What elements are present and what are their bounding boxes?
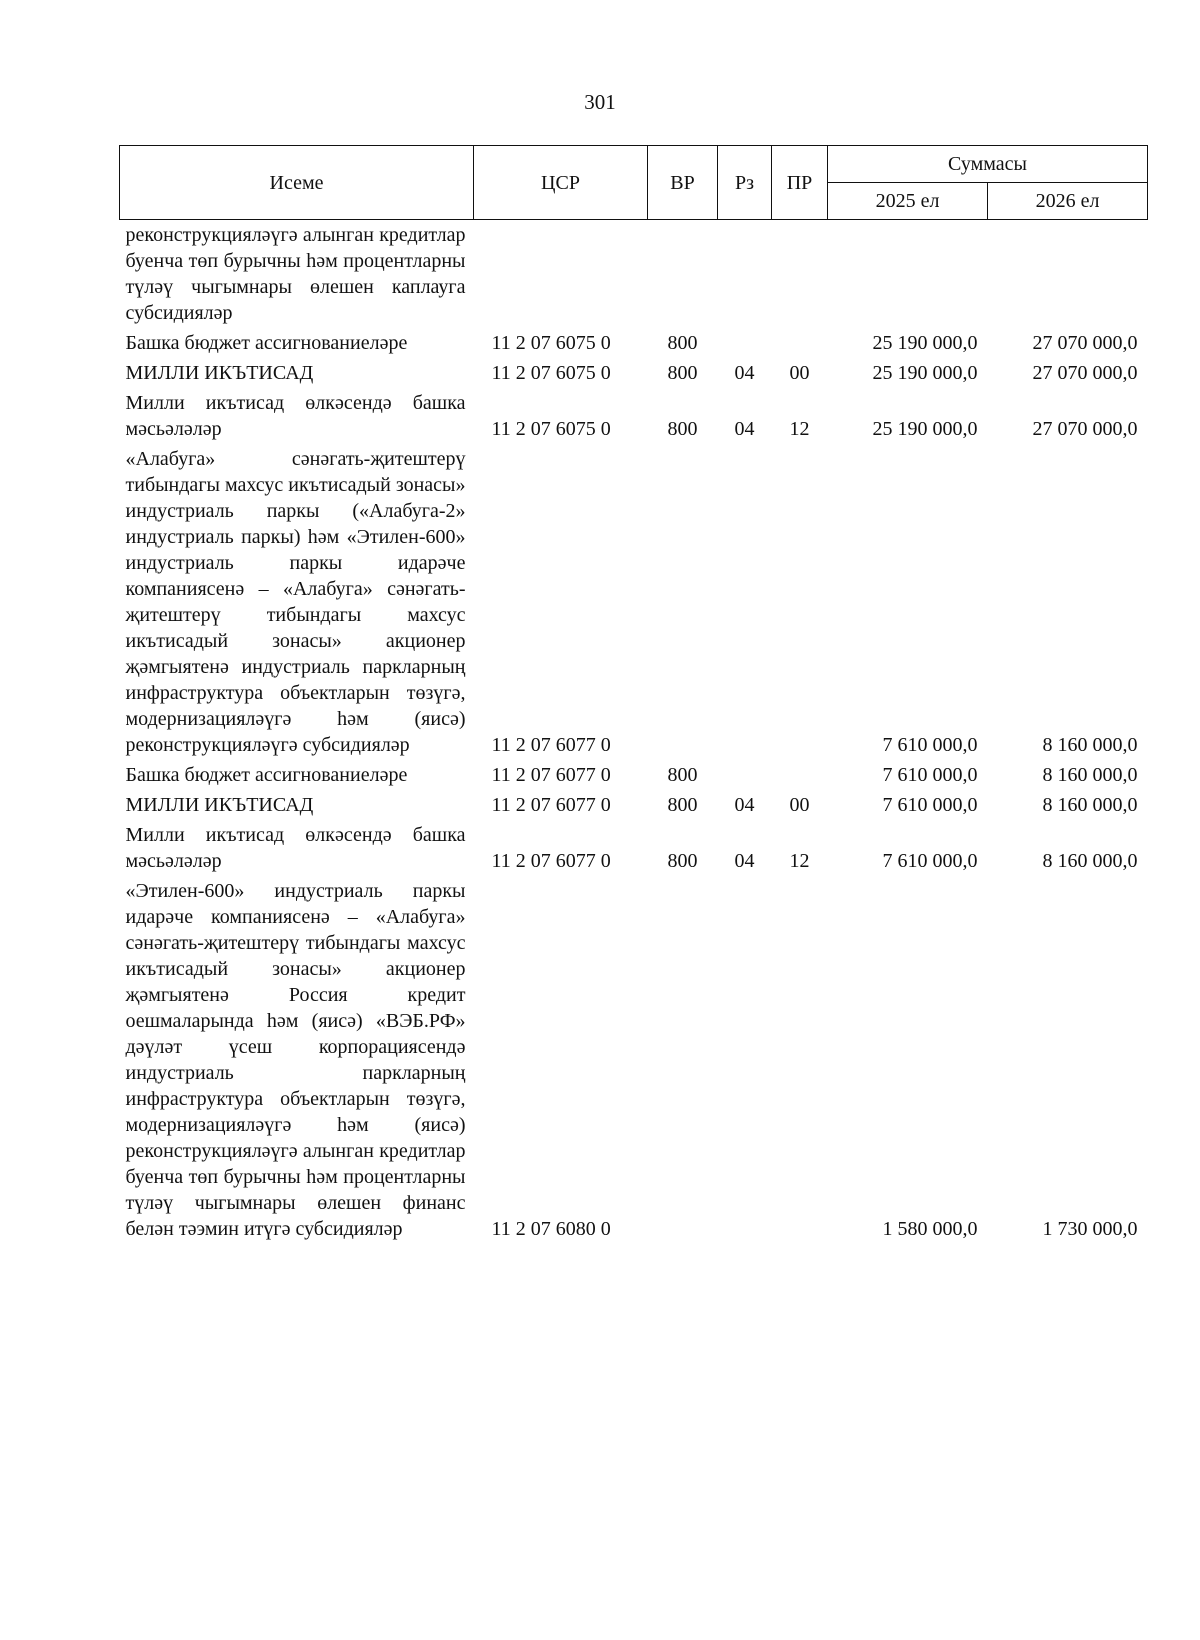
- table-row: [120, 792, 1148, 822]
- table-row: [120, 762, 1148, 792]
- page-number: 301: [584, 90, 616, 114]
- row-amount-2025: 7 610 000,0: [882, 764, 978, 786]
- row-amount-2026: 27 070 000,0: [1032, 418, 1138, 440]
- row-amount-2025: 7 610 000,0: [882, 734, 978, 756]
- row-vr: 800: [667, 362, 698, 384]
- row-amount-2026: 8 160 000,0: [1042, 764, 1138, 786]
- table-row: [120, 878, 1148, 1246]
- row-rz: [718, 330, 772, 360]
- header-year-2025: 2025 ел: [828, 183, 988, 220]
- table-row: [120, 220, 1148, 331]
- budget-table: [119, 145, 1148, 1246]
- row-pr: 00: [789, 362, 810, 384]
- header-csr: ЦСР: [474, 146, 648, 220]
- row-amount-2026: 1 730 000,0: [1042, 1218, 1138, 1240]
- row-name: МИЛЛИ ИКЪТИСАД: [125, 794, 314, 816]
- row-rz: 04: [734, 794, 755, 816]
- row-vr: [648, 220, 718, 331]
- row-rz: [718, 446, 772, 762]
- table-header: [120, 146, 1148, 220]
- row-amount-2025: 7 610 000,0: [882, 850, 978, 872]
- row-vr: 800: [667, 794, 698, 816]
- row-csr: [474, 220, 648, 331]
- row-amount-2026: 27 070 000,0: [1032, 332, 1138, 354]
- row-name: «Этилен-600» индустриаль паркы идарәче компаниясенә – «Алабуга» сәнәгать-җитештерү тибындагы махсус икътисадый зонасы» акционер җәмгыятенә Россия кредит оешмаларында һәм (яисә) «ВЭБ.РФ» дәүләт үсеш корпорациясендә индустриаль паркларның инфраструктура объектларын төзүгә, модернизацияләүгә һәм (яисә) реконструкцияләүгә алынган кредитлар буенча төп бурычны һәм процентларны түләү чыгымнары өлешен финанс белән тәэмин итүгә субсидияләр: [125, 880, 466, 1240]
- row-pr: [772, 762, 828, 792]
- row-amount-2026: 8 160 000,0: [1042, 850, 1138, 872]
- row-amount-2026: 8 160 000,0: [1042, 794, 1138, 816]
- row-rz: 04: [734, 850, 755, 872]
- row-amount-2025: 25 190 000,0: [872, 418, 978, 440]
- row-name: Башка бюджет ассигнованиеләре: [125, 332, 408, 354]
- row-vr: 800: [667, 332, 698, 354]
- row-amount-2026: 8 160 000,0: [1042, 734, 1138, 756]
- row-name: реконструкцияләүгә алынган кредитлар буенча төп бурычны һәм процентларны түләү чыгымнары өлешен каплауга субсидияләр: [125, 224, 466, 324]
- row-name: «Алабуга» сәнәгать-җитештерү тибындагы махсус икътисадый зонасы» индустриаль паркы («Алабуга-2» индустриаль паркы) һәм «Этилен-600» индустриаль паркы идарәче компаниясенә – «Алабуга» сәнәгать-җитештерү тибындагы махсус икътисадый зонасы» акционер җәмгыятенә индустриаль паркларның инфраструктура объектларын төзүгә, модернизацияләүгә һәм (яисә) реконструкцияләүгә субсидияләр: [125, 448, 466, 756]
- table-row: [120, 360, 1148, 390]
- row-vr: 800: [667, 418, 698, 440]
- row-name: МИЛЛИ ИКЪТИСАД: [125, 362, 314, 384]
- table-row: [120, 822, 1148, 878]
- row-rz: 04: [734, 362, 755, 384]
- row-rz: [718, 878, 772, 1246]
- header-name: Исеме: [120, 146, 474, 220]
- row-name: Милли икътисад өлкәсендә башка мәсьәләләр: [125, 392, 466, 440]
- row-pr: [772, 878, 828, 1246]
- header-vr: ВР: [648, 146, 718, 220]
- row-vr: 800: [667, 850, 698, 872]
- row-rz: [718, 762, 772, 792]
- table-row: [120, 330, 1148, 360]
- row-pr: [772, 330, 828, 360]
- row-vr: [648, 446, 718, 762]
- header-sums: Суммасы: [828, 146, 1148, 183]
- table-row: [120, 390, 1148, 446]
- row-csr: 11 2 07 6080 0: [491, 1218, 611, 1240]
- row-csr: 11 2 07 6075 0: [491, 362, 611, 384]
- row-csr: 11 2 07 6077 0: [491, 850, 611, 872]
- row-amount-2025: 1 580 000,0: [882, 1218, 978, 1240]
- row-amount-2025: 25 190 000,0: [872, 332, 978, 354]
- row-name: Милли икътисад өлкәсендә башка мәсьәләләр: [125, 824, 466, 872]
- row-rz: [718, 220, 772, 331]
- row-amount-2025: [828, 220, 988, 331]
- row-name: Башка бюджет ассигнованиеләре: [125, 764, 408, 786]
- row-rz: 04: [734, 418, 755, 440]
- row-csr: 11 2 07 6075 0: [491, 332, 611, 354]
- row-pr: 12: [789, 418, 810, 440]
- header-year-2026: 2026 ел: [988, 183, 1148, 220]
- row-csr: 11 2 07 6075 0: [491, 418, 611, 440]
- row-pr: 00: [789, 794, 810, 816]
- row-pr: 12: [789, 850, 810, 872]
- table-row: [120, 446, 1148, 762]
- row-pr: [772, 220, 828, 331]
- row-amount-2025: 25 190 000,0: [872, 362, 978, 384]
- row-csr: 11 2 07 6077 0: [491, 794, 611, 816]
- row-amount-2026: [988, 220, 1148, 331]
- header-rz: Рз: [718, 146, 772, 220]
- row-amount-2026: 27 070 000,0: [1032, 362, 1138, 384]
- row-amount-2025: 7 610 000,0: [882, 794, 978, 816]
- row-pr: [772, 446, 828, 762]
- header-pr: ПР: [772, 146, 828, 220]
- row-csr: 11 2 07 6077 0: [491, 734, 611, 756]
- row-csr: 11 2 07 6077 0: [491, 764, 611, 786]
- row-vr: [648, 878, 718, 1246]
- row-vr: 800: [667, 764, 698, 786]
